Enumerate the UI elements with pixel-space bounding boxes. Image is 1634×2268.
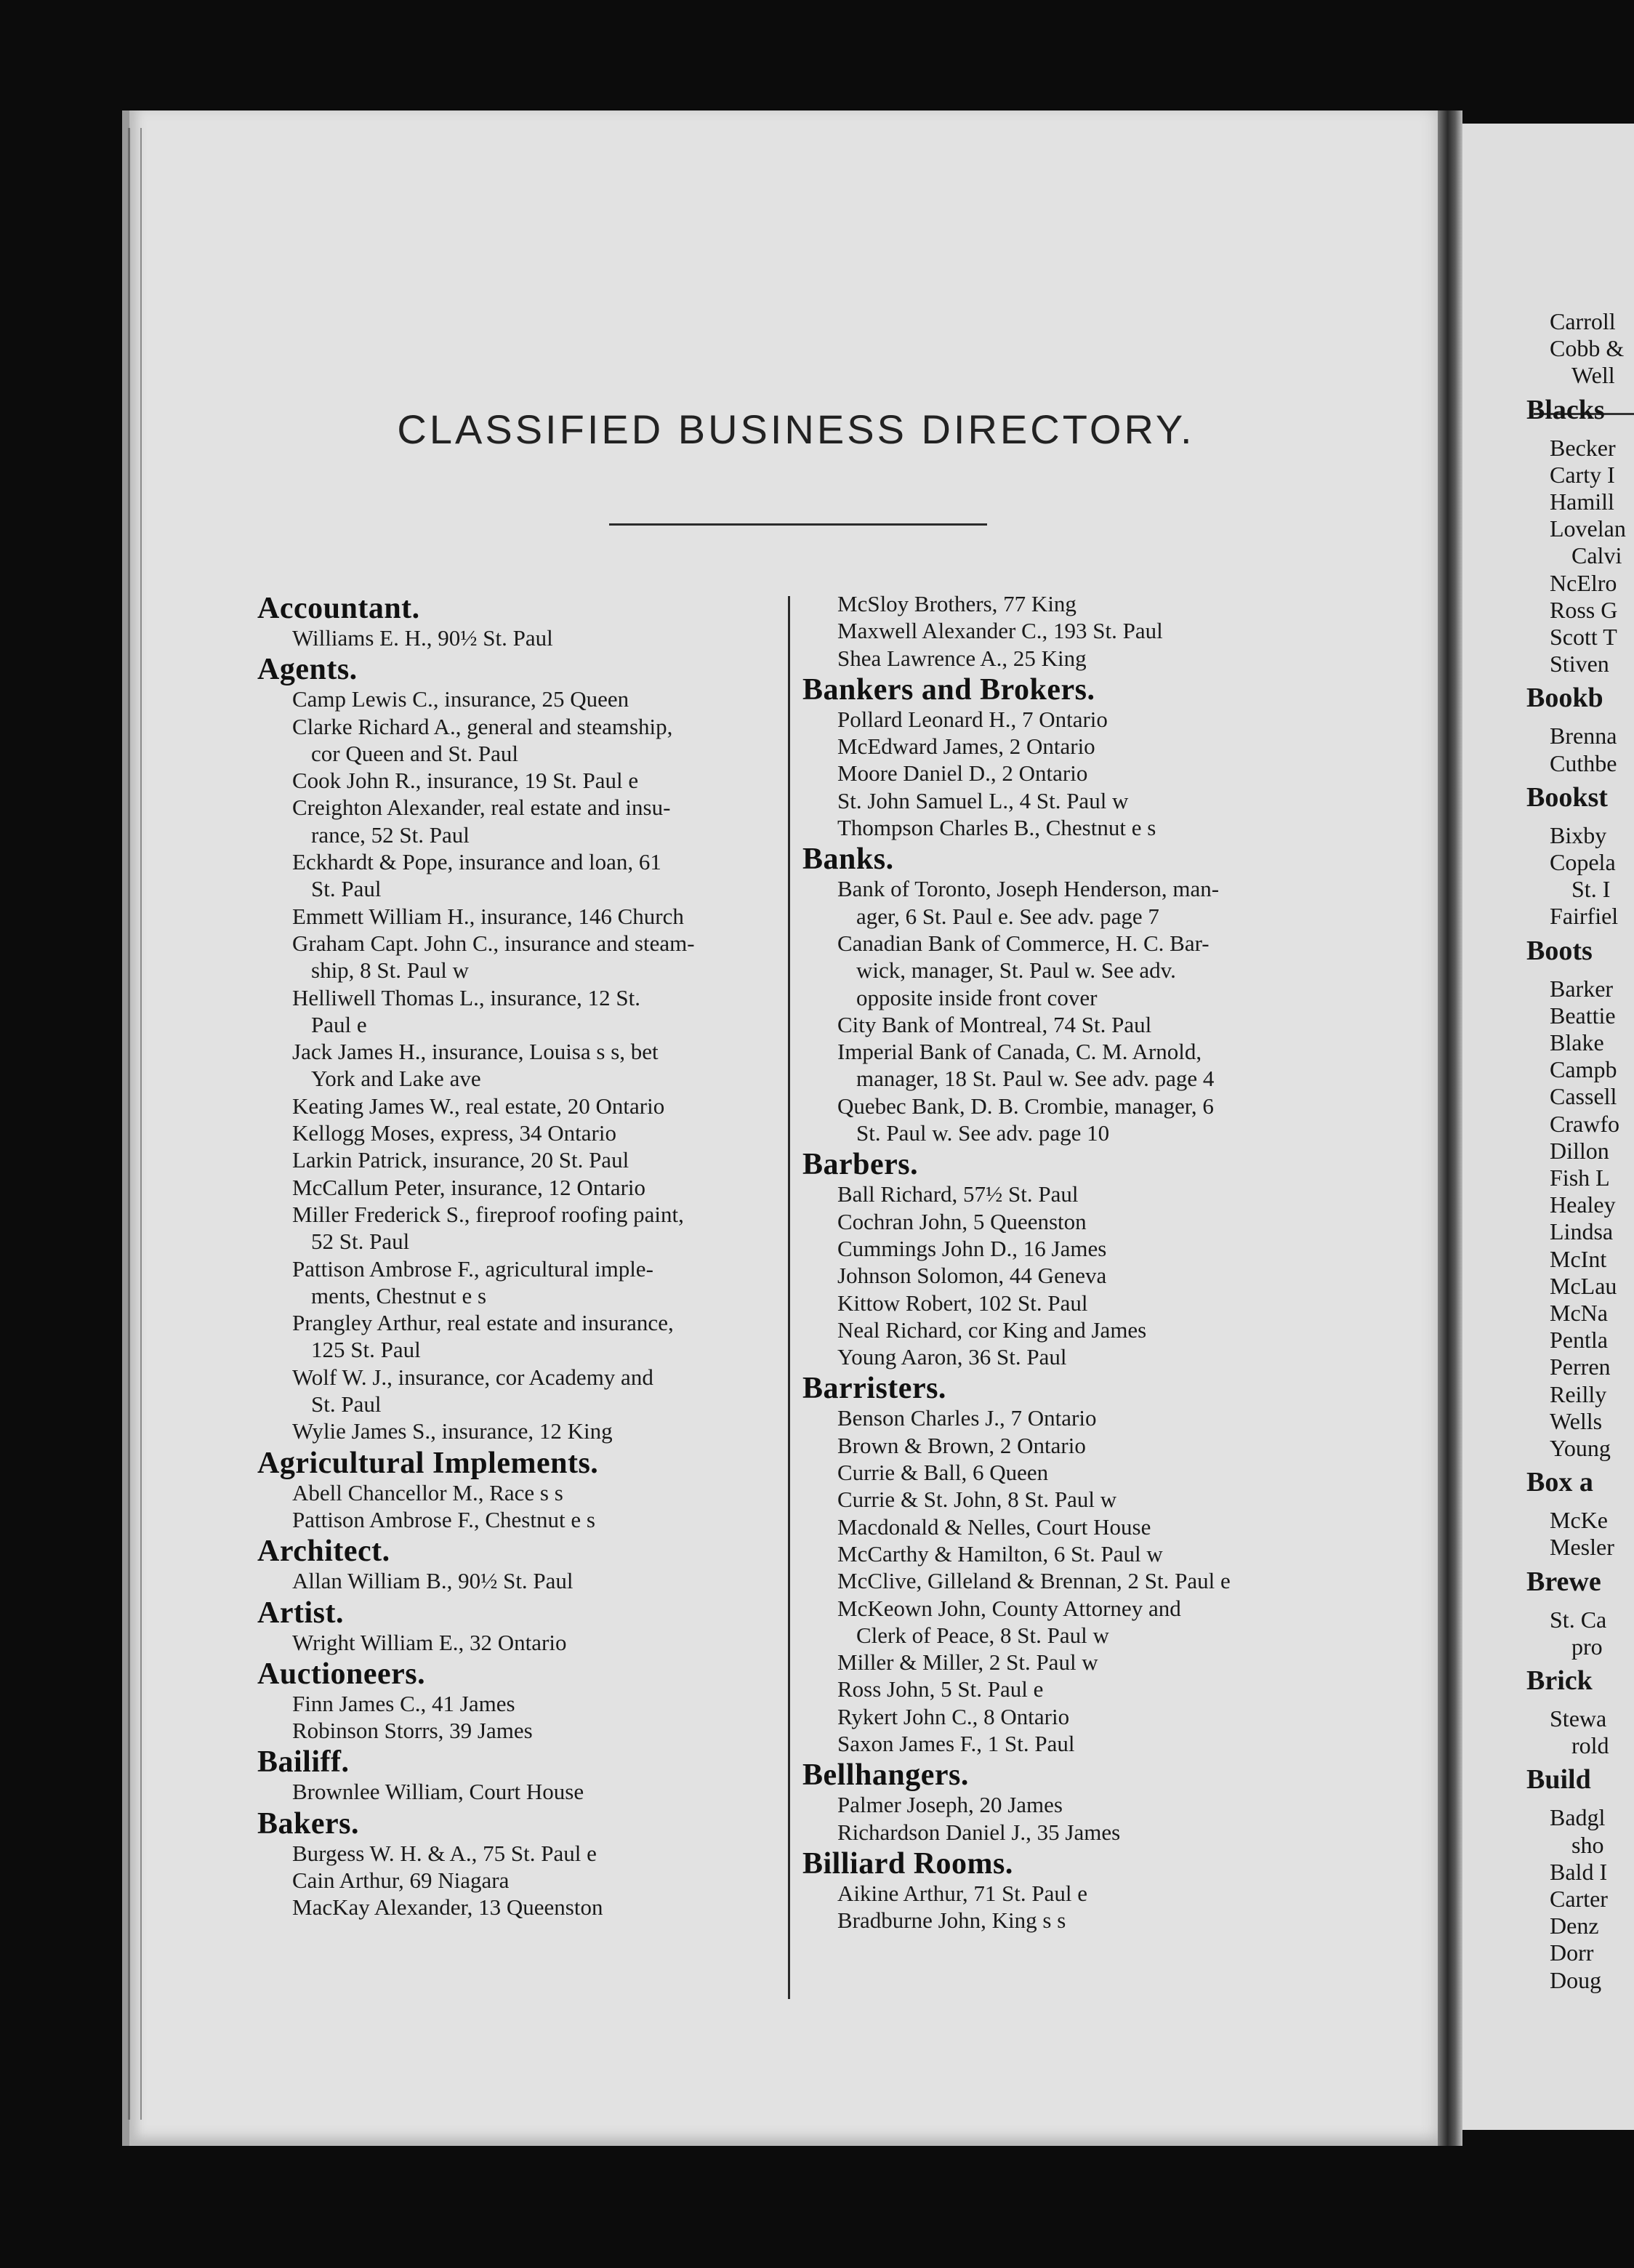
facing-page-entry: Pentla — [1550, 1327, 1608, 1354]
entry-line: Pattison Ambrose F., agricultural imple- — [292, 1255, 653, 1282]
entry-line: Currie & St. John, 8 St. Paul w — [837, 1487, 1117, 1513]
directory-entry — [805, 1703, 1329, 1730]
section-heading: Banks. — [802, 843, 894, 877]
entry-line: Cook John R., insurance, 19 St. Paul e — [292, 768, 639, 794]
page-edge — [128, 128, 142, 2120]
entry-continuation: cor Queen and St. Paul — [311, 740, 518, 766]
entry-continuation: St. Paul — [311, 876, 382, 902]
directory-entry — [805, 1262, 1329, 1289]
directory-entry — [805, 1676, 1329, 1702]
entry-line: Wolf W. J., insurance, cor Academy and — [292, 1364, 653, 1390]
directory-entry — [805, 645, 1329, 672]
directory-entry — [260, 1119, 778, 1146]
facing-page-entry: Bald I — [1550, 1858, 1608, 1885]
entry-line: McKeown John, County Attorney and — [837, 1595, 1181, 1621]
directory-entry — [805, 787, 1329, 814]
facing-page-entry: Mesler — [1550, 1534, 1614, 1561]
facing-page-entry: Campb — [1550, 1056, 1617, 1083]
entry-line: Brown & Brown, 2 Ontario — [837, 1432, 1086, 1458]
entry-continuation: Paul e — [311, 1011, 367, 1037]
facing-page-heading: Brewe — [1526, 1566, 1601, 1597]
directory-entry — [260, 848, 778, 903]
facing-page-entry: Copela — [1550, 849, 1616, 875]
entry-line: McCarthy & Hamilton, 6 St. Paul w — [837, 1540, 1163, 1567]
directory-entry — [260, 1309, 778, 1364]
entry-line: Rykert John C., 8 Ontario — [837, 1703, 1070, 1729]
directory-section — [802, 672, 1329, 841]
directory-section — [802, 1146, 1329, 1370]
facing-page-entry: rold — [1571, 1732, 1609, 1759]
directory-entry — [260, 1894, 778, 1921]
facing-page-entry: McLau — [1550, 1272, 1617, 1299]
facing-page-entry: Healey — [1550, 1191, 1616, 1218]
directory-entry — [805, 1567, 1329, 1594]
facing-page-heading: Boots — [1526, 935, 1593, 966]
directory-entry — [260, 794, 778, 848]
entry-continuation: wick, manager, St. Paul w. See adv. — [856, 957, 1176, 984]
directory-entry — [805, 1208, 1329, 1235]
entry-continuation: ments, Chestnut e s — [311, 1282, 487, 1308]
directory-section — [257, 1445, 778, 1534]
directory-entry — [805, 1486, 1329, 1513]
directory-entry — [805, 760, 1329, 787]
directory-entry — [260, 1174, 778, 1201]
facing-page-entry: Fairfiel — [1550, 903, 1619, 930]
facing-page-heading: Bookst — [1526, 781, 1608, 813]
directory-entry — [260, 713, 778, 768]
entry-line: Moore Daniel D., 2 Ontario — [837, 760, 1088, 787]
facing-page-entry: McKe — [1550, 1507, 1608, 1534]
entry-continuation: York and Lake ave — [311, 1066, 481, 1092]
section-heading: Agricultural Implements. — [257, 1446, 599, 1480]
entry-line: Macdonald & Nelles, Court House — [837, 1513, 1151, 1540]
entry-line: Pattison Ambrose F., Chestnut e s — [292, 1506, 595, 1532]
directory-entry — [805, 1649, 1329, 1676]
section-heading: Bailiff. — [257, 1745, 350, 1780]
facing-page-entry: Stiven — [1550, 651, 1609, 677]
entry-line: Johnson Solomon, 44 Geneva — [837, 1263, 1107, 1289]
directory-section — [802, 1370, 1329, 1757]
entry-line: Graham Capt. John C., insurance and steam- — [292, 930, 695, 956]
entry-continuation: 52 St. Paul — [311, 1228, 410, 1255]
entry-line: Palmer Joseph, 20 James — [837, 1792, 1063, 1818]
entry-line: Imperial Bank of Canada, C. M. Arnold, — [837, 1039, 1202, 1065]
entry-line: Miller & Miller, 2 St. Paul w — [837, 1649, 1098, 1676]
directory-entry — [805, 1907, 1329, 1934]
entry-line: Larkin Patrick, insurance, 20 St. Paul — [292, 1147, 629, 1173]
facing-page-entry: Bixby — [1550, 821, 1607, 848]
entry-line: Bradburne John, King s s — [837, 1907, 1066, 1934]
facing-page-entry: McInt — [1550, 1245, 1607, 1272]
directory-section — [257, 651, 778, 1444]
entry-line: Allan William B., 90½ St. Paul — [292, 1568, 573, 1594]
directory-entry — [805, 1011, 1329, 1038]
directory-entry — [260, 903, 778, 930]
directory-entry — [805, 930, 1329, 1011]
directory-entry — [260, 1506, 778, 1533]
directory-entry — [260, 1255, 778, 1310]
directory-section — [257, 1744, 778, 1805]
facing-page-entry: Cassell — [1550, 1083, 1617, 1110]
entry-continuation: St. Paul — [311, 1391, 382, 1418]
section-heading: Billiard Rooms. — [802, 1846, 1013, 1881]
facing-page-heading: Bookb — [1526, 683, 1603, 714]
directory-entry — [805, 1343, 1329, 1370]
entry-line: Abell Chancellor M., Race s s — [292, 1479, 563, 1505]
entry-line: City Bank of Montreal, 74 St. Paul — [837, 1011, 1152, 1037]
directory-section — [802, 841, 1329, 1146]
entry-line: Quebec Bank, D. B. Crombie, manager, 6 — [837, 1093, 1214, 1119]
directory-entry — [260, 1093, 778, 1119]
directory-entry — [260, 1629, 778, 1656]
directory-entry — [805, 733, 1329, 760]
directory-section — [257, 1533, 778, 1594]
entry-line: Eckhardt & Pope, insurance and loan, 61 — [292, 849, 661, 875]
directory-entry — [260, 685, 778, 712]
entry-continuation: 125 St. Paul — [311, 1337, 421, 1363]
facing-page-entry: Calvi — [1571, 542, 1622, 569]
entry-line: Robinson Storrs, 39 James — [292, 1718, 533, 1744]
facing-page-entry: Hamill — [1550, 488, 1614, 515]
directory-entry — [805, 1513, 1329, 1540]
facing-page-entry: Denz — [1550, 1913, 1599, 1939]
book-gutter — [1438, 110, 1462, 2146]
facing-page-entry: pro — [1571, 1633, 1603, 1660]
directory-section — [257, 1656, 778, 1745]
entry-line: Cochran John, 5 Queenston — [837, 1208, 1087, 1234]
facing-page-entry: Fish L — [1550, 1165, 1610, 1191]
directory-section — [802, 1846, 1329, 1934]
entry-line: St. John Samuel L., 4 St. Paul w — [837, 787, 1129, 813]
facing-page-entry: Carroll — [1550, 308, 1616, 334]
facing-page-entry: Dorr — [1550, 1939, 1594, 1966]
facing-page-entry: Stewa — [1550, 1705, 1607, 1732]
facing-page-heading: Brick — [1526, 1665, 1593, 1696]
entry-line: Finn James C., 41 James — [292, 1690, 515, 1716]
directory-entry — [805, 1093, 1329, 1147]
entry-continuation: rance, 52 St. Paul — [311, 821, 470, 848]
entry-line: Aikine Arthur, 71 St. Paul e — [837, 1880, 1088, 1906]
facing-page-entry: Lindsa — [1550, 1218, 1614, 1245]
facing-page-entry: Perren — [1550, 1354, 1611, 1380]
right-column — [802, 590, 1329, 1934]
directory-entry — [805, 590, 1329, 617]
directory-entry — [805, 1290, 1329, 1316]
entry-line: Prangley Arthur, real estate and insurance, — [292, 1310, 674, 1336]
section-heading: Auctioneers. — [257, 1657, 426, 1691]
entry-line: Kittow Robert, 102 St. Paul — [837, 1290, 1088, 1316]
entry-line: Maxwell Alexander C., 193 St. Paul — [837, 618, 1163, 644]
section-heading: Architect. — [257, 1535, 390, 1569]
facing-page-entry: St. I — [1571, 876, 1611, 903]
section-heading: Bankers and Brokers. — [802, 672, 1095, 707]
entry-line: McClive, Gilleland & Brennan, 2 St. Paul e — [837, 1568, 1231, 1594]
left-column — [257, 590, 778, 1921]
facing-page-entry: Beattie — [1550, 1002, 1616, 1029]
directory-section — [802, 1757, 1329, 1846]
directory-entry — [260, 930, 778, 984]
section-heading: Artist. — [257, 1596, 344, 1630]
entry-line: Richardson Daniel J., 35 James — [837, 1819, 1121, 1845]
entry-line: Currie & Ball, 6 Queen — [837, 1460, 1049, 1486]
entry-line: Cain Arthur, 69 Niagara — [292, 1867, 510, 1893]
directory-entry — [805, 1540, 1329, 1567]
entry-continuation: opposite inside front cover — [856, 984, 1098, 1010]
entry-line: Emmett William H., insurance, 146 Church — [292, 903, 684, 929]
entry-line: Miller Frederick S., fireproof roofing paint, — [292, 1201, 684, 1227]
directory-section — [257, 1595, 778, 1656]
facing-page-entry: Badgl — [1550, 1804, 1606, 1831]
facing-page-entry: Brenna — [1550, 723, 1617, 749]
entry-line: Creighton Alexander, real estate and insu- — [292, 795, 671, 821]
directory-entry — [260, 1840, 778, 1867]
section-heading: Agents. — [257, 653, 358, 687]
directory-entry — [805, 1404, 1329, 1431]
facing-page-entry: Doug — [1550, 1966, 1602, 1993]
entry-line: Wylie James S., insurance, 12 King — [292, 1418, 613, 1444]
entry-line: MacKay Alexander, 13 Queenston — [292, 1894, 603, 1921]
entry-line: Ross John, 5 St. Paul e — [837, 1676, 1044, 1702]
directory-entry — [260, 1778, 778, 1805]
title-rule — [609, 523, 987, 526]
directory-entry — [805, 1038, 1329, 1093]
directory-entry — [805, 1432, 1329, 1459]
entry-line: Ball Richard, 57½ St. Paul — [837, 1181, 1079, 1207]
directory-entry — [260, 1567, 778, 1594]
entry-continuation: St. Paul w. See adv. page 10 — [856, 1120, 1110, 1146]
directory-entry — [805, 1235, 1329, 1262]
facing-page-entry: Cobb & — [1550, 335, 1625, 362]
entry-line: Clarke Richard A., general and steamship, — [292, 713, 673, 739]
entry-line: McEdward James, 2 Ontario — [837, 733, 1095, 760]
section-heading: Accountant. — [257, 592, 420, 625]
facing-page-entry: Barker — [1550, 975, 1614, 1002]
directory-entry — [805, 1459, 1329, 1486]
directory-section — [805, 590, 1329, 672]
directory-entry — [260, 1201, 778, 1255]
directory-entry — [260, 624, 778, 651]
directory-entry — [805, 814, 1329, 841]
directory-entry — [805, 875, 1329, 930]
facing-page-entry: Crawfo — [1550, 1110, 1619, 1137]
entry-line: Jack James H., insurance, Louisa s s, bet — [292, 1039, 659, 1065]
facing-page-entry: Carter — [1550, 1886, 1608, 1912]
page-title: CLASSIFIED BUSINESS DIRECTORY. — [397, 406, 1195, 452]
entry-line: Kellogg Moses, express, 34 Ontario — [292, 1120, 616, 1146]
facing-page-heading: Box a — [1526, 1467, 1593, 1498]
entry-line: Thompson Charles B., Chestnut e s — [837, 815, 1156, 841]
directory-entry — [805, 1595, 1329, 1649]
facing-page-entry: McNa — [1550, 1300, 1608, 1326]
entry-line: McCallum Peter, insurance, 12 Ontario — [292, 1174, 646, 1200]
facing-page-entry: Blake — [1550, 1029, 1604, 1055]
facing-page-entry: Young — [1550, 1435, 1611, 1461]
facing-page-entry: Scott T — [1550, 624, 1617, 650]
directory-entry — [805, 706, 1329, 733]
entry-line: Camp Lewis C., insurance, 25 Queen — [292, 686, 629, 712]
entry-line: Wright William E., 32 Ontario — [292, 1629, 567, 1655]
directory-entry — [805, 617, 1329, 644]
facing-page-entry: Cuthbe — [1550, 749, 1617, 776]
facing-page — [1462, 124, 1634, 2130]
entry-line: Brownlee William, Court House — [292, 1779, 584, 1805]
entry-line: Bank of Toronto, Joseph Henderson, man- — [837, 876, 1220, 902]
entry-continuation: ager, 6 St. Paul e. See adv. page 7 — [856, 903, 1159, 929]
entry-continuation: Clerk of Peace, 8 St. Paul w — [856, 1622, 1109, 1648]
section-heading: Bellhangers. — [802, 1758, 969, 1793]
directory-section — [257, 1806, 778, 1921]
column-divider — [788, 596, 790, 1999]
facing-page-entry: Ross G — [1550, 596, 1618, 623]
section-heading: Barbers. — [802, 1148, 919, 1182]
directory-entry — [805, 1791, 1329, 1818]
entry-line: McSloy Brothers, 77 King — [837, 591, 1076, 616]
facing-page-entry: Dillon — [1550, 1137, 1609, 1164]
directory-entry — [805, 1730, 1329, 1757]
section-heading: Bakers. — [257, 1806, 359, 1841]
entry-line: Saxon James F., 1 St. Paul — [837, 1730, 1075, 1756]
directory-entry — [260, 1418, 778, 1444]
directory-entry — [260, 1038, 778, 1093]
directory-entry — [260, 1717, 778, 1744]
facing-page-entry: Lovelan — [1550, 515, 1626, 542]
section-heading: Barristers. — [802, 1372, 946, 1406]
entry-continuation: ship, 8 St. Paul w — [311, 957, 470, 984]
facing-page-entry: Wells — [1550, 1407, 1603, 1434]
directory-entry — [805, 1880, 1329, 1907]
entry-line: Shea Lawrence A., 25 King — [837, 645, 1087, 671]
directory-entry — [805, 1819, 1329, 1846]
directory-section — [257, 590, 778, 651]
facing-page-entry: St. Ca — [1550, 1606, 1607, 1633]
directory-entry — [260, 1479, 778, 1506]
directory-entry — [260, 767, 778, 794]
directory-entry — [260, 1146, 778, 1173]
entry-line: Neal Richard, cor King and James — [837, 1316, 1147, 1343]
entry-line: Benson Charles J., 7 Ontario — [837, 1405, 1097, 1431]
entry-line: Helliwell Thomas L., insurance, 12 St. — [292, 984, 640, 1010]
facing-page-entry: NcElro — [1550, 569, 1617, 596]
directory-entry — [805, 1316, 1329, 1343]
directory-entry — [260, 1364, 778, 1418]
facing-page-entry: Carty I — [1550, 461, 1615, 488]
entry-line: Williams E. H., 90½ St. Paul — [292, 625, 553, 651]
entry-line: Cummings John D., 16 James — [837, 1235, 1107, 1261]
directory-entry — [260, 1690, 778, 1717]
directory-entry — [260, 984, 778, 1039]
facing-page-heading: Build — [1526, 1764, 1591, 1796]
entry-line: Young Aaron, 36 St. Paul — [837, 1344, 1067, 1370]
facing-page-entry: Becker — [1550, 434, 1616, 461]
directory-entry — [260, 1867, 778, 1894]
facing-page-entry: sho — [1571, 1831, 1604, 1858]
entry-line: Burgess W. H. & A., 75 St. Paul e — [292, 1840, 597, 1866]
entry-line: Canadian Bank of Commerce, H. C. Bar- — [837, 930, 1210, 956]
facing-page-entry: Reilly — [1550, 1380, 1607, 1407]
entry-continuation: manager, 18 St. Paul w. See adv. page 4 — [856, 1066, 1215, 1092]
facing-page-entry: Well — [1571, 362, 1615, 389]
entry-line: Keating James W., real estate, 20 Ontario — [292, 1093, 665, 1119]
entry-line: Pollard Leonard H., 7 Ontario — [837, 706, 1108, 732]
directory-entry — [805, 1181, 1329, 1207]
facing-page-heading: Blacks — [1526, 394, 1605, 425]
